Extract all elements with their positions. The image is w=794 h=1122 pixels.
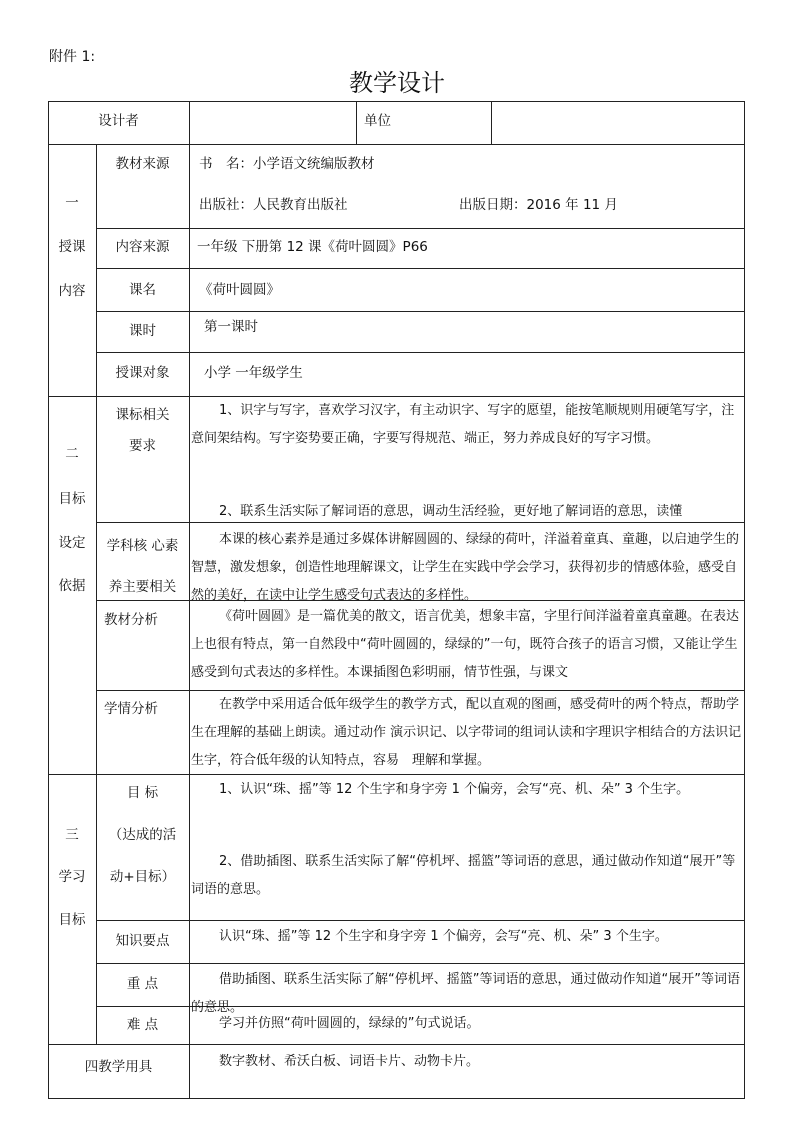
- teaching-tools-value: 数字教材、希沃白板、词语卡片、动物卡片。: [219, 1054, 480, 1069]
- table-line: [96, 311, 745, 312]
- table-line: [96, 352, 745, 353]
- unit-label: 单位: [364, 113, 391, 129]
- section3-label-line2: 学习: [58, 869, 86, 885]
- goal-label-line1: 目 标: [126, 785, 159, 801]
- lesson-name-label: 课名: [129, 282, 156, 298]
- student-analysis-label: 学情分析: [104, 701, 158, 717]
- content-source-value: 一年级 下册第 12 课《荷叶圆圆》P66: [197, 239, 428, 255]
- section1-label-line2: 授课: [58, 239, 86, 255]
- publisher-line: 出版社：人民教育出版社: [199, 197, 348, 213]
- material-analysis-text: 《荷叶圆圆》是一篇优美的散文，语言优美，想象丰富，字里行间洋溢着童真童趣。在表达上也很有特点，第一自然段中“荷叶圆圆的，绿绿的”一句，既符合孩子的语言习惯，又能让学生感受到句式表达的多样性。本课插图色彩明丽，情节性强，与课文: [191, 609, 740, 680]
- audience-value: 小学 一年级学生: [204, 365, 303, 381]
- section1-label-number: 一: [65, 195, 79, 211]
- key-point-value: 借助插图、联系生活实际了解“停机坪、摇篮”等词语的意思，通过做动作知道“展开”等词语的意思。: [191, 972, 740, 1015]
- table-line: [48, 1044, 745, 1045]
- material-analysis-label: 教材分析: [104, 612, 158, 628]
- section3-label-line3: 目标: [58, 912, 86, 928]
- curriculum-label-line1: 课标相关: [115, 407, 170, 423]
- core-literacy-text: 本课的核心素养是通过多媒体讲解圆圆的、绿绿的荷叶，洋溢着童真、童趣，以启迪学生的智慧，激发想象，创造性地理解课文，让学生在实践中学会学习，获得初步的情感体验，感受自然的美好，在读中让学生感受句式表达的多样性。: [191, 532, 740, 603]
- publish-date-line: 出版日期：2016 年 11 月: [459, 197, 618, 213]
- section2-label-line4: 依据: [58, 578, 86, 594]
- table-line: [96, 228, 745, 229]
- section2-label-line2: 目标: [58, 491, 86, 507]
- curriculum-label-line2: 要求: [129, 438, 156, 454]
- knowledge-points-value: 认识“珠、摇”等 12 个生字和身字旁 1 个偏旁，会写“亮、机、朵” 3 个生字。: [219, 929, 668, 944]
- attachment-label: 附件 1:: [49, 49, 96, 65]
- core-literacy-label-line2: 养主要相关: [108, 579, 177, 595]
- curriculum-requirement-2: 2、联系生活实际了解词语的意思，调动生活经验，更好地了解词语的意思，读懂: [219, 504, 683, 519]
- book-name-line: 书 名：小学语文统编版教材: [199, 156, 375, 172]
- table-line: [491, 101, 492, 144]
- goal-item-2: 2、借助插图、联系生活实际了解“停机坪、摇篮”等词语的意思，通过做动作知道“展开”等词语的意思。: [191, 854, 736, 897]
- lesson-name-value: 《荷叶圆圆》: [199, 282, 280, 298]
- section3-label-number: 三: [65, 827, 79, 843]
- table-line: [96, 268, 745, 269]
- designer-label: 设计者: [98, 113, 139, 129]
- section2-label-line3: 设定: [58, 535, 86, 551]
- content-source-label: 内容来源: [115, 239, 170, 255]
- goal-label-line2: （达成的活: [108, 827, 177, 843]
- page-title: 教学设计: [349, 69, 445, 97]
- difficulty-value: 学习并仿照“荷叶圆圆的，绿绿的”句式说话。: [219, 1016, 480, 1031]
- core-literacy-label-line1: 学科核 心素: [106, 538, 179, 554]
- table-line: [744, 101, 745, 1099]
- goal-label-line3: 动+目标）: [109, 869, 176, 885]
- teaching-tools-label: 四教学用具: [84, 1059, 153, 1075]
- class-period-label: 课时: [129, 323, 156, 339]
- goal-item-1: 1、认识“珠、摇”等 12 个生字和身字旁 1 个偏旁，会写“亮、机、朵” 3 个生字。: [219, 782, 690, 797]
- textbook-source-label: 教材来源: [115, 156, 170, 172]
- table-line: [356, 101, 357, 144]
- table-line: [96, 920, 745, 921]
- table-line: [48, 1098, 745, 1099]
- audience-label: 授课对象: [115, 365, 170, 381]
- table-line: [96, 522, 745, 523]
- section2-label-number: 二: [65, 446, 79, 462]
- knowledge-points-label: 知识要点: [115, 933, 170, 949]
- table-line: [96, 963, 745, 964]
- table-line: [189, 101, 190, 1099]
- table-line: [48, 101, 745, 102]
- curriculum-requirement-1: 1、识字与写字，喜欢学习汉字，有主动识字、写字的愿望，能按笔顺规则用硬笔写字，注意间架结构。写字姿势要正确，字要写得规范、端正，努力养成良好的写字习惯。: [191, 403, 735, 446]
- difficulty-label: 难 点: [126, 1017, 159, 1033]
- table-line: [48, 144, 745, 145]
- student-analysis-text: 在教学中采用适合低年级学生的教学方式，配以直观的图画，感受荷叶的两个特点，帮助学生在理解的基础上朗读。通过动作 演示识记、以字带词的组词认读和字理识字相结合的方法识记生字，符合低年级的认知特点，容易 理解和掌握。: [191, 697, 742, 768]
- section1-label-line3: 内容: [58, 283, 86, 299]
- key-point-label: 重 点: [126, 976, 159, 992]
- class-period-value: 第一课时: [204, 319, 258, 335]
